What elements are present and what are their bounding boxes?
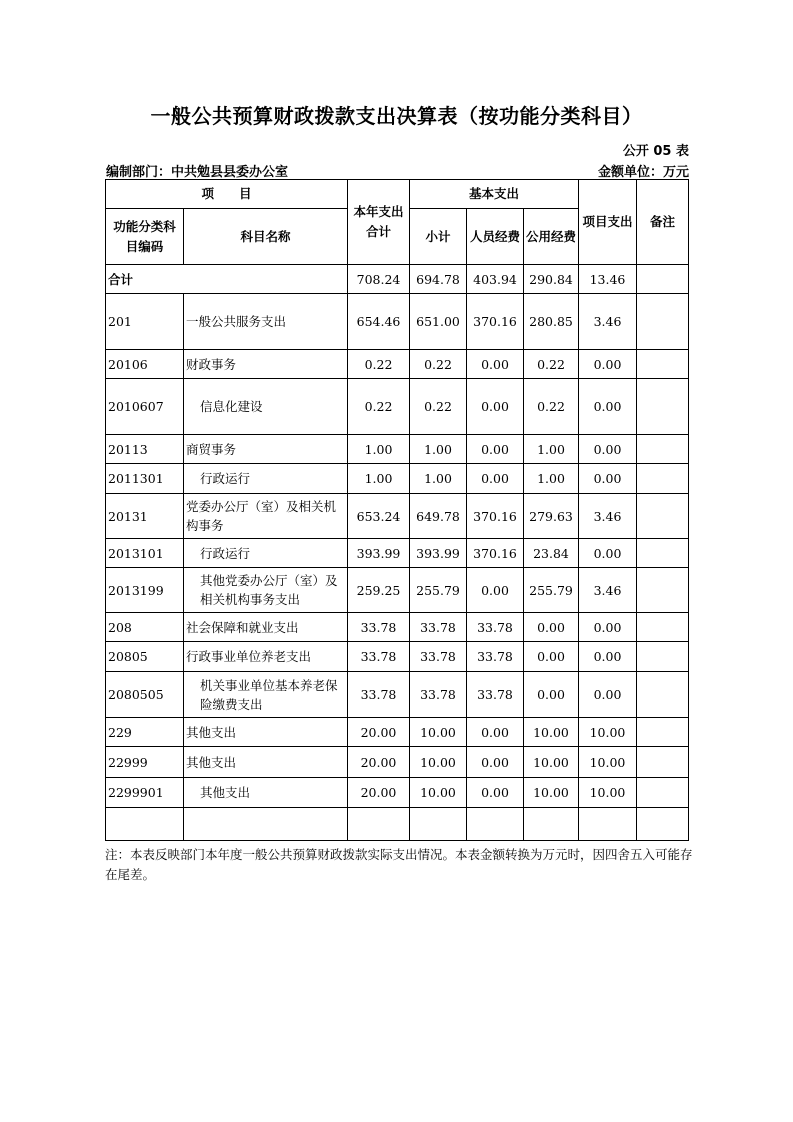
cell-total: 20.00	[348, 778, 410, 808]
cell-code: 20805	[106, 642, 184, 672]
cell-project: 10.00	[579, 747, 637, 778]
cell-public: 10.00	[524, 778, 579, 808]
cell-name: 其他党委办公厅（室）及相关机构事务支出	[184, 568, 348, 613]
cell-subtotal: 651.00	[410, 294, 467, 350]
cell-project	[579, 808, 637, 841]
cell-total: 33.78	[348, 642, 410, 672]
cell-subtotal: 1.00	[410, 464, 467, 494]
cell-total: 0.22	[348, 350, 410, 379]
cell-subtotal: 33.78	[410, 672, 467, 718]
amount-unit: 金额单位：万元	[597, 165, 689, 180]
cell-total: 0.22	[348, 379, 410, 435]
header-public: 公用经费	[524, 209, 579, 265]
cell-personnel: 33.78	[467, 613, 524, 642]
table-row	[106, 613, 689, 642]
cell-remark	[637, 808, 689, 841]
cell-project: 10.00	[579, 718, 637, 747]
cell-public: 0.00	[524, 613, 579, 642]
cell-total: 20.00	[348, 747, 410, 778]
table-row	[106, 747, 689, 778]
cell-subtotal: 10.00	[410, 747, 467, 778]
cell-subtotal: 33.78	[410, 642, 467, 672]
cell-personnel: 370.16	[467, 494, 524, 539]
table-row	[106, 435, 689, 464]
cell-total: 259.25	[348, 568, 410, 613]
page-title: 一般公共预算财政拨款支出决算表（按功能分类科目）	[150, 104, 643, 128]
cell-remark	[637, 379, 689, 435]
cell-total: 1.00	[348, 435, 410, 464]
cell-code: 201	[106, 294, 184, 350]
header-code: 功能分类科目编码	[106, 209, 184, 265]
cell-remark	[637, 672, 689, 718]
cell-public: 0.00	[524, 672, 579, 718]
cell-public: 23.84	[524, 539, 579, 568]
cell-project: 0.00	[579, 379, 637, 435]
cell-code: 208	[106, 613, 184, 642]
cell-name: 行政事业单位养老支出	[184, 642, 348, 672]
cell-name: 机关事业单位基本养老保险缴费支出	[184, 672, 348, 718]
cell-total: 653.24	[348, 494, 410, 539]
cell-personnel: 0.00	[467, 568, 524, 613]
cell-personnel: 370.16	[467, 294, 524, 350]
cell-public: 1.00	[524, 435, 579, 464]
cell-personnel: 0.00	[467, 435, 524, 464]
cell-project: 3.46	[579, 494, 637, 539]
table-row	[106, 568, 689, 613]
cell-public: 0.00	[524, 642, 579, 672]
cell-personnel: 0.00	[467, 379, 524, 435]
cell-subtotal: 255.79	[410, 568, 467, 613]
cell-total: 33.78	[348, 613, 410, 642]
cell-personnel: 33.78	[467, 642, 524, 672]
cell-name: 信息化建设	[184, 379, 348, 435]
table-row	[106, 494, 689, 539]
cell-name: 其他支出	[184, 747, 348, 778]
table-row	[106, 350, 689, 379]
cell-personnel: 0.00	[467, 778, 524, 808]
cell-personnel: 0.00	[467, 747, 524, 778]
cell-personnel: 370.16	[467, 539, 524, 568]
cell-public: 290.84	[524, 265, 579, 294]
cell-name	[184, 808, 348, 841]
cell-code: 229	[106, 718, 184, 747]
compiling-department: 编制部门：中共勉县县委办公室	[106, 165, 289, 180]
table-row	[106, 672, 689, 718]
cell-code: 2080505	[106, 672, 184, 718]
cell-project: 0.00	[579, 435, 637, 464]
cell-total: 393.99	[348, 539, 410, 568]
cell-subtotal	[410, 808, 467, 841]
cell-remark	[637, 494, 689, 539]
table-row	[106, 294, 689, 350]
cell-project: 3.46	[579, 568, 637, 613]
cell-public: 10.00	[524, 747, 579, 778]
cell-name: 其他支出	[184, 778, 348, 808]
cell-project: 13.46	[579, 265, 637, 294]
cell-total: 708.24	[348, 265, 410, 294]
cell-name: 党委办公厅（室）及相关机构事务	[184, 494, 348, 539]
cell-remark	[637, 435, 689, 464]
cell-code: 20131	[106, 494, 184, 539]
cell-remark	[637, 265, 689, 294]
cell-code	[106, 808, 184, 841]
cell-remark	[637, 642, 689, 672]
cell-code: 2299901	[106, 778, 184, 808]
expenditure-table	[105, 179, 689, 841]
header-personnel: 人员经费	[467, 209, 524, 265]
cell-public: 279.63	[524, 494, 579, 539]
cell-code: 2011301	[106, 464, 184, 494]
cell-name: 行政运行	[184, 464, 348, 494]
header-total: 本年支出合计	[348, 180, 410, 265]
cell-remark	[637, 464, 689, 494]
cell-remark	[637, 294, 689, 350]
table-row	[106, 808, 689, 841]
cell-name: 行政运行	[184, 539, 348, 568]
cell-remark	[637, 747, 689, 778]
cell-code: 2010607	[106, 379, 184, 435]
cell-personnel	[467, 808, 524, 841]
cell-total: 1.00	[348, 464, 410, 494]
cell-project: 0.00	[579, 464, 637, 494]
cell-total	[348, 808, 410, 841]
cell-name: 商贸事务	[184, 435, 348, 464]
cell-code: 2013199	[106, 568, 184, 613]
cell-project: 3.46	[579, 294, 637, 350]
cell-name: 财政事务	[184, 350, 348, 379]
table-row	[106, 379, 689, 435]
cell-public: 255.79	[524, 568, 579, 613]
table-row	[106, 778, 689, 808]
cell-subtotal: 0.22	[410, 350, 467, 379]
cell-public: 0.22	[524, 350, 579, 379]
cell-name: 社会保障和就业支出	[184, 613, 348, 642]
cell-code: 合计	[106, 265, 348, 294]
cell-project: 0.00	[579, 613, 637, 642]
cell-project: 0.00	[579, 539, 637, 568]
cell-subtotal: 393.99	[410, 539, 467, 568]
cell-code: 2013101	[106, 539, 184, 568]
cell-project: 10.00	[579, 778, 637, 808]
cell-project: 0.00	[579, 642, 637, 672]
cell-remark	[637, 539, 689, 568]
form-number: 公开 05 表	[622, 144, 689, 159]
header-remarks: 备注	[637, 180, 689, 265]
cell-subtotal: 1.00	[410, 435, 467, 464]
cell-subtotal: 694.78	[410, 265, 467, 294]
header-name: 科目名称	[184, 209, 348, 265]
cell-project: 0.00	[579, 350, 637, 379]
cell-code: 20106	[106, 350, 184, 379]
table-row	[106, 718, 689, 747]
cell-personnel: 0.00	[467, 718, 524, 747]
cell-subtotal: 10.00	[410, 778, 467, 808]
header-item: 项 目	[106, 180, 348, 209]
cell-project: 0.00	[579, 672, 637, 718]
cell-public: 0.22	[524, 379, 579, 435]
cell-subtotal: 0.22	[410, 379, 467, 435]
cell-personnel: 403.94	[467, 265, 524, 294]
cell-public: 10.00	[524, 718, 579, 747]
cell-public: 280.85	[524, 294, 579, 350]
cell-subtotal: 33.78	[410, 613, 467, 642]
cell-total: 654.46	[348, 294, 410, 350]
cell-remark	[637, 778, 689, 808]
cell-name: 一般公共服务支出	[184, 294, 348, 350]
cell-code: 20113	[106, 435, 184, 464]
header-basic: 基本支出	[410, 180, 579, 209]
cell-remark	[637, 718, 689, 747]
header-subtotal: 小计	[410, 209, 467, 265]
table-row	[106, 464, 689, 494]
cell-subtotal: 10.00	[410, 718, 467, 747]
cell-total: 20.00	[348, 718, 410, 747]
cell-code: 22999	[106, 747, 184, 778]
total-row	[106, 265, 689, 294]
cell-remark	[637, 350, 689, 379]
cell-total: 33.78	[348, 672, 410, 718]
cell-subtotal: 649.78	[410, 494, 467, 539]
cell-personnel: 0.00	[467, 464, 524, 494]
cell-remark	[637, 568, 689, 613]
footnote: 注：本表反映部门本年度一般公共预算财政拨款实际支出情况。本表金额转换为万元时，因四舍五入可能存在尾差。	[105, 847, 693, 882]
cell-public: 1.00	[524, 464, 579, 494]
cell-personnel: 33.78	[467, 672, 524, 718]
cell-remark	[637, 613, 689, 642]
table-row	[106, 539, 689, 568]
cell-public	[524, 808, 579, 841]
cell-name: 其他支出	[184, 718, 348, 747]
header-project: 项目支出	[579, 180, 637, 265]
table-row	[106, 642, 689, 672]
cell-personnel: 0.00	[467, 350, 524, 379]
